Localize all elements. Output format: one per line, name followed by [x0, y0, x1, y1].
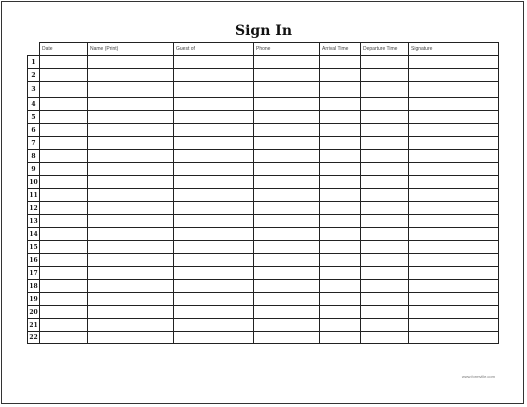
- departure-time-cell[interactable]: [361, 215, 409, 228]
- arrival-time-cell[interactable]: [320, 98, 361, 111]
- phone-cell[interactable]: [254, 69, 320, 82]
- arrival-time-cell[interactable]: [320, 111, 361, 124]
- date-cell[interactable]: [40, 306, 88, 319]
- date-cell[interactable]: [40, 293, 88, 306]
- row-number: 5: [28, 111, 40, 124]
- name-cell[interactable]: [88, 228, 174, 241]
- table-row: [28, 124, 499, 137]
- phone-cell[interactable]: [254, 163, 320, 176]
- guest-of-cell[interactable]: [174, 111, 254, 124]
- phone-cell[interactable]: [254, 82, 320, 98]
- signature-cell[interactable]: [409, 98, 499, 111]
- guest-of-cell[interactable]: [174, 319, 254, 332]
- date-cell[interactable]: [40, 56, 88, 69]
- row-number: 1: [28, 56, 40, 69]
- table-row: [28, 215, 499, 228]
- signature-cell[interactable]: [409, 82, 499, 98]
- phone-cell[interactable]: [254, 176, 320, 189]
- table-body: [28, 56, 499, 344]
- guest-of-cell[interactable]: [174, 98, 254, 111]
- phone-cell[interactable]: [254, 98, 320, 111]
- arrival-time-cell[interactable]: [320, 228, 361, 241]
- date-cell[interactable]: [40, 189, 88, 202]
- column-header-date: Date: [40, 43, 88, 56]
- date-cell[interactable]: [40, 137, 88, 150]
- date-cell[interactable]: [40, 241, 88, 254]
- name-cell[interactable]: [88, 241, 174, 254]
- date-cell[interactable]: [40, 111, 88, 124]
- phone-cell[interactable]: [254, 319, 320, 332]
- guest-of-cell[interactable]: [174, 293, 254, 306]
- departure-time-cell[interactable]: [361, 280, 409, 293]
- row-number: 15: [28, 241, 40, 254]
- departure-time-cell[interactable]: [361, 124, 409, 137]
- guest-of-cell[interactable]: [174, 82, 254, 98]
- row-number: 6: [28, 124, 40, 137]
- arrival-time-cell[interactable]: [320, 56, 361, 69]
- name-cell[interactable]: [88, 82, 174, 98]
- column-header-arrival-time: Arrival Time: [320, 43, 361, 56]
- name-cell[interactable]: [88, 319, 174, 332]
- phone-cell[interactable]: [254, 137, 320, 150]
- arrival-time-cell[interactable]: [320, 332, 361, 344]
- table-row: [28, 98, 499, 111]
- signature-cell[interactable]: [409, 215, 499, 228]
- guest-of-cell[interactable]: [174, 56, 254, 69]
- arrival-time-cell[interactable]: [320, 319, 361, 332]
- arrival-time-cell[interactable]: [320, 267, 361, 280]
- departure-time-cell[interactable]: [361, 202, 409, 215]
- page-title: Sign In: [235, 23, 292, 39]
- departure-time-cell[interactable]: [361, 111, 409, 124]
- name-cell[interactable]: [88, 254, 174, 267]
- departure-time-cell[interactable]: [361, 254, 409, 267]
- row-number: 3: [28, 82, 40, 98]
- name-cell[interactable]: [88, 56, 174, 69]
- guest-of-cell[interactable]: [174, 189, 254, 202]
- arrival-time-cell[interactable]: [320, 150, 361, 163]
- date-cell[interactable]: [40, 202, 88, 215]
- departure-time-cell[interactable]: [361, 189, 409, 202]
- phone-cell[interactable]: [254, 150, 320, 163]
- date-cell[interactable]: [40, 69, 88, 82]
- date-cell[interactable]: [40, 98, 88, 111]
- arrival-time-cell[interactable]: [320, 293, 361, 306]
- date-cell[interactable]: [40, 124, 88, 137]
- guest-of-cell[interactable]: [174, 176, 254, 189]
- departure-time-cell[interactable]: [361, 228, 409, 241]
- departure-time-cell[interactable]: [361, 69, 409, 82]
- header-row: [28, 43, 499, 56]
- table-row: [28, 137, 499, 150]
- column-header-guest-of: Guest of: [174, 43, 254, 56]
- guest-of-cell[interactable]: [174, 228, 254, 241]
- date-cell[interactable]: [40, 332, 88, 344]
- guest-of-cell[interactable]: [174, 202, 254, 215]
- departure-time-cell[interactable]: [361, 56, 409, 69]
- signature-cell[interactable]: [409, 228, 499, 241]
- sign-in-table: [27, 42, 499, 344]
- column-header-phone: Phone: [254, 43, 320, 56]
- name-cell[interactable]: [88, 267, 174, 280]
- departure-time-cell[interactable]: [361, 306, 409, 319]
- table-row: [28, 241, 499, 254]
- table-row: [28, 293, 499, 306]
- row-number: 20: [28, 306, 40, 319]
- phone-cell[interactable]: [254, 124, 320, 137]
- departure-time-cell[interactable]: [361, 319, 409, 332]
- date-cell[interactable]: [40, 254, 88, 267]
- column-header-departure-time: Departure Time: [361, 43, 409, 56]
- arrival-time-cell[interactable]: [320, 124, 361, 137]
- row-number: 10: [28, 176, 40, 189]
- phone-cell[interactable]: [254, 306, 320, 319]
- arrival-time-cell[interactable]: [320, 254, 361, 267]
- table-row: [28, 150, 499, 163]
- name-cell[interactable]: [88, 98, 174, 111]
- row-number: 7: [28, 137, 40, 150]
- signature-cell[interactable]: [409, 241, 499, 254]
- arrival-time-cell[interactable]: [320, 306, 361, 319]
- departure-time-cell[interactable]: [361, 82, 409, 98]
- name-cell[interactable]: [88, 215, 174, 228]
- row-number: 2: [28, 69, 40, 82]
- date-cell[interactable]: [40, 280, 88, 293]
- guest-of-cell[interactable]: [174, 137, 254, 150]
- departure-time-cell[interactable]: [361, 176, 409, 189]
- arrival-time-cell[interactable]: [320, 82, 361, 98]
- guest-of-cell[interactable]: [174, 124, 254, 137]
- row-number-header: [28, 43, 40, 56]
- guest-of-cell[interactable]: [174, 306, 254, 319]
- guest-of-cell[interactable]: [174, 163, 254, 176]
- signature-cell[interactable]: [409, 267, 499, 280]
- row-number: 21: [28, 319, 40, 332]
- column-header-name: Name (Print): [88, 43, 174, 56]
- table-row: [28, 176, 499, 189]
- row-number: 12: [28, 202, 40, 215]
- date-cell[interactable]: [40, 319, 88, 332]
- phone-cell[interactable]: [254, 111, 320, 124]
- signature-cell[interactable]: [409, 254, 499, 267]
- guest-of-cell[interactable]: [174, 215, 254, 228]
- row-number: 11: [28, 189, 40, 202]
- arrival-time-cell[interactable]: [320, 189, 361, 202]
- name-cell[interactable]: [88, 150, 174, 163]
- signature-cell[interactable]: [409, 56, 499, 69]
- row-number: 18: [28, 280, 40, 293]
- arrival-time-cell[interactable]: [320, 241, 361, 254]
- name-cell[interactable]: [88, 111, 174, 124]
- table-row: [28, 228, 499, 241]
- signature-cell[interactable]: [409, 69, 499, 82]
- departure-time-cell[interactable]: [361, 332, 409, 344]
- row-number: 13: [28, 215, 40, 228]
- table-row: [28, 82, 499, 98]
- guest-of-cell[interactable]: [174, 69, 254, 82]
- date-cell[interactable]: [40, 150, 88, 163]
- row-number: 14: [28, 228, 40, 241]
- name-cell[interactable]: [88, 306, 174, 319]
- signature-cell[interactable]: [409, 176, 499, 189]
- phone-cell[interactable]: [254, 267, 320, 280]
- guest-of-cell[interactable]: [174, 332, 254, 344]
- date-cell[interactable]: [40, 267, 88, 280]
- column-header-signature: Signature: [409, 43, 499, 56]
- arrival-time-cell[interactable]: [320, 163, 361, 176]
- table-row: [28, 267, 499, 280]
- row-number: 22: [28, 332, 40, 344]
- table-row: [28, 332, 499, 344]
- phone-cell[interactable]: [254, 215, 320, 228]
- table-row: [28, 254, 499, 267]
- arrival-time-cell[interactable]: [320, 280, 361, 293]
- guest-of-cell[interactable]: [174, 267, 254, 280]
- guest-of-cell[interactable]: [174, 241, 254, 254]
- signature-cell[interactable]: [409, 124, 499, 137]
- phone-cell[interactable]: [254, 241, 320, 254]
- name-cell[interactable]: [88, 163, 174, 176]
- departure-time-cell[interactable]: [361, 293, 409, 306]
- row-number: 4: [28, 98, 40, 111]
- departure-time-cell[interactable]: [361, 163, 409, 176]
- arrival-time-cell[interactable]: [320, 137, 361, 150]
- name-cell[interactable]: [88, 176, 174, 189]
- signature-cell[interactable]: [409, 111, 499, 124]
- arrival-time-cell[interactable]: [320, 215, 361, 228]
- row-number: 16: [28, 254, 40, 267]
- departure-time-cell[interactable]: [361, 150, 409, 163]
- date-cell[interactable]: [40, 176, 88, 189]
- phone-cell[interactable]: [254, 332, 320, 344]
- signature-cell[interactable]: [409, 150, 499, 163]
- name-cell[interactable]: [88, 189, 174, 202]
- table-row: [28, 69, 499, 82]
- signature-cell[interactable]: [409, 280, 499, 293]
- departure-time-cell[interactable]: [361, 241, 409, 254]
- row-number: 17: [28, 267, 40, 280]
- row-number: 19: [28, 293, 40, 306]
- row-number: 9: [28, 163, 40, 176]
- date-cell[interactable]: [40, 228, 88, 241]
- name-cell[interactable]: [88, 137, 174, 150]
- arrival-time-cell[interactable]: [320, 69, 361, 82]
- footer-credit: www.formville.com: [461, 374, 495, 379]
- date-cell[interactable]: [40, 215, 88, 228]
- table-row: [28, 189, 499, 202]
- table-row: [28, 163, 499, 176]
- signature-cell[interactable]: [409, 163, 499, 176]
- name-cell[interactable]: [88, 202, 174, 215]
- departure-time-cell[interactable]: [361, 98, 409, 111]
- name-cell[interactable]: [88, 293, 174, 306]
- table-row: [28, 56, 499, 69]
- guest-of-cell[interactable]: [174, 280, 254, 293]
- phone-cell[interactable]: [254, 56, 320, 69]
- departure-time-cell[interactable]: [361, 137, 409, 150]
- phone-cell[interactable]: [254, 293, 320, 306]
- table-row: [28, 202, 499, 215]
- guest-of-cell[interactable]: [174, 150, 254, 163]
- arrival-time-cell[interactable]: [320, 202, 361, 215]
- signature-cell[interactable]: [409, 332, 499, 344]
- name-cell[interactable]: [88, 124, 174, 137]
- guest-of-cell[interactable]: [174, 254, 254, 267]
- phone-cell[interactable]: [254, 189, 320, 202]
- table-row: [28, 111, 499, 124]
- name-cell[interactable]: [88, 280, 174, 293]
- signature-cell[interactable]: [409, 202, 499, 215]
- table-row: [28, 280, 499, 293]
- signature-cell[interactable]: [409, 306, 499, 319]
- table-row: [28, 319, 499, 332]
- signature-cell[interactable]: [409, 189, 499, 202]
- name-cell[interactable]: [88, 332, 174, 344]
- table-row: [28, 306, 499, 319]
- row-number: 8: [28, 150, 40, 163]
- departure-time-cell[interactable]: [361, 267, 409, 280]
- phone-cell[interactable]: [254, 280, 320, 293]
- signature-cell[interactable]: [409, 137, 499, 150]
- name-cell[interactable]: [88, 69, 174, 82]
- phone-cell[interactable]: [254, 254, 320, 267]
- phone-cell[interactable]: [254, 202, 320, 215]
- phone-cell[interactable]: [254, 228, 320, 241]
- date-cell[interactable]: [40, 82, 88, 98]
- signature-cell[interactable]: [409, 293, 499, 306]
- signature-cell[interactable]: [409, 319, 499, 332]
- arrival-time-cell[interactable]: [320, 176, 361, 189]
- date-cell[interactable]: [40, 163, 88, 176]
